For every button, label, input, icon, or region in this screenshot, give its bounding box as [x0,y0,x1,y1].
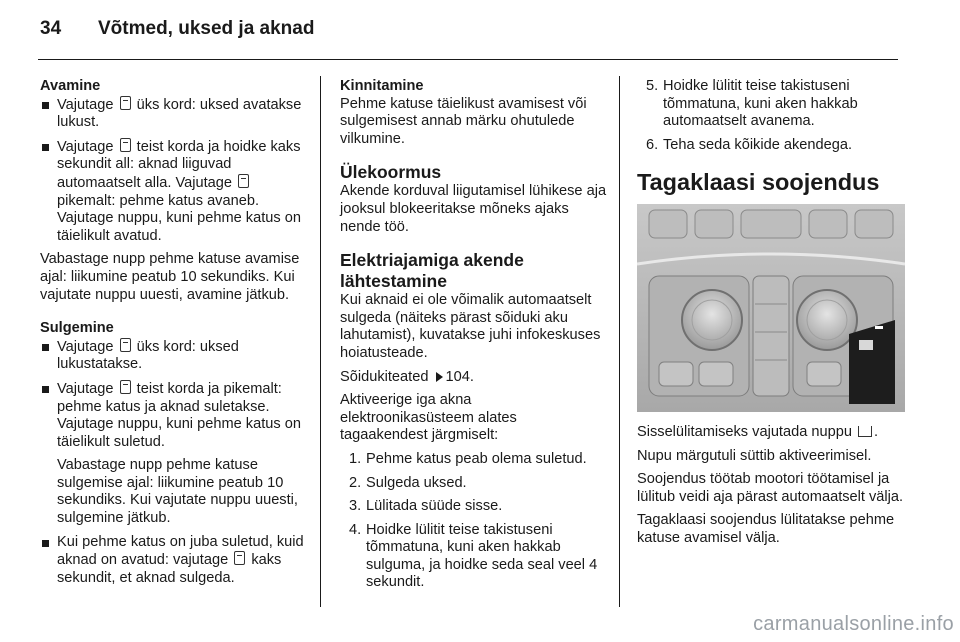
list-item [340,475,608,493]
paragraph: Akende korduval liigutamisel lühikese aja jooksul blokeeritakse mõneks ajaks nende töö. [340,183,607,235]
lock-key-icon [120,338,131,352]
text: Kui pehme katus on juba suletud, kuid aknad on avatud: vajutage [57,533,304,569]
step-number: 1. [349,450,362,467]
text: teist korda ja hoidke kaks sekundit all: aknad liiguvad automaatselt alla. Vajutage [57,138,301,191]
paragraph: Aktiveerige iga akna elektroonikasüsteem alates tagaakendest järgmiselt: [340,392,517,444]
bullet-icon [42,386,49,393]
column-2 [340,78,608,592]
paragraph: Nupu märgutuli süttib aktiveerimisel. [637,447,872,464]
lock-key-icon [234,551,245,565]
list-item [340,451,608,469]
page-title: Võtmed, uksed ja aknad [98,18,315,39]
list-item [637,78,905,131]
step-text: Lülitada süüde sisse. [366,498,503,515]
lahtestamine-heading: Elektriajamiga akende lähtestamine [340,250,524,292]
column-1 [40,78,310,587]
text: 104. [445,368,474,385]
text: teist korda ja pikemalt: pehme katus ja aknad suletakse. Vajutage nuppu, kuni pehme katus on täielikult suletud. [57,380,301,450]
text: kaks sekundit, et aknad sulgeda. [57,552,282,586]
column-divider-1 [320,76,321,607]
kinnitamine-heading: Kinnitamine [340,78,424,94]
paragraph: Vabastage nupp pehme katuse sulgemise ajal: liikumine peatub 10 sekundiks. Kui vajutate nuppu uuesti, sulgemine jätkub. [57,457,298,527]
page-header [40,18,314,40]
climate-control-panel-photo [637,204,905,412]
unlock-key-icon [120,96,131,110]
paragraph: Pehme katuse täielikust avamisest või sulgemisest annab märku ohutulede vilkumine. [340,95,587,147]
list-item [637,137,905,155]
lock-key-icon [120,380,131,394]
text: üks kord: uksed lukustatakse. [57,338,239,373]
paragraph: Tagaklaasi soojendus lülitatakse pehme katuse avamisel välja. [637,512,895,546]
header-rule [38,59,898,60]
paragraph [637,424,905,442]
text: Sõidukiteated [340,368,429,385]
paragraph: Vabastage nupp pehme katuse avamise ajal: liikumine peatub 10 sekundiks. Kui vajutate nuppu uuesti, avamine jätkub. [40,251,300,303]
text: Sisselülitamiseks vajutada nuppu [637,423,852,440]
text: üks kord: uksed avatakse lukust. [57,96,302,131]
list-item [40,380,310,451]
step-text: Teha seda kõikide akendega. [663,136,853,153]
step-number: 5. [646,78,659,94]
avamine-heading: Avamine [40,78,101,94]
bullet-icon [42,144,49,151]
ulekoormus-heading: Ülekoormus [340,162,442,183]
text: Vajutage [57,380,114,397]
step-number: 2. [349,474,362,491]
step-text: Sulgeda uksed. [366,474,467,491]
unlock-key-icon [120,138,131,152]
paragraph: Soojendus töötab mootori töötamisel ja lülitub veidi aja pärast automaatselt välja. [637,471,904,505]
list-item [40,534,310,588]
list-item [340,498,608,516]
page-reference-arrow-icon [436,372,443,382]
unlock-key-icon [238,174,249,188]
column-3 [637,78,905,548]
bullet-icon [42,540,49,547]
section-heading: Tagaklaasi soojendus [637,169,880,196]
paragraph: Kui aknaid ei ole võimalik automaatselt sulgeda (näiteks pärast sõiduki aku lahutamist), kuvatakse juhi infokeskuses hoiatusteade. [340,292,601,361]
text: Vajutage [57,138,114,155]
column-divider-2 [619,76,620,607]
page-number: 34 [40,18,62,39]
cross-reference [340,369,608,387]
watermark: carmanualsonline.info [753,613,954,635]
list-item [40,138,310,246]
rear-window-heating-icon [858,426,872,437]
text: . [874,423,879,440]
sulgemine-heading: Sulgemine [40,320,114,337]
text: Vajutage [57,338,114,355]
bullet-icon [42,344,49,351]
step-text: Pehme katus peab olema suletud. [366,450,587,467]
step-number: 4. [349,521,362,538]
step-number: 3. [349,498,362,515]
bullet-icon [42,102,49,109]
step-text: Hoidke lülitit teise takistuseni tõmmatuna, kuni aken hakkab automaatselt avanema. [663,78,858,130]
step-number: 6. [646,136,659,153]
list-item [40,96,310,132]
text: Vajutage [57,96,114,113]
text: pikemalt: pehme katus avaneb. Vajutage nuppu, kuni pehme katus on täielikult avatud. [57,192,301,244]
list-item [340,522,608,592]
step-text: Hoidke lülitit teise takistuseni tõmmatuna, kuni aken hakkab sulguma, ja hoidke seda seal veel 4 sekundit. [366,521,598,591]
list-item [40,338,310,374]
